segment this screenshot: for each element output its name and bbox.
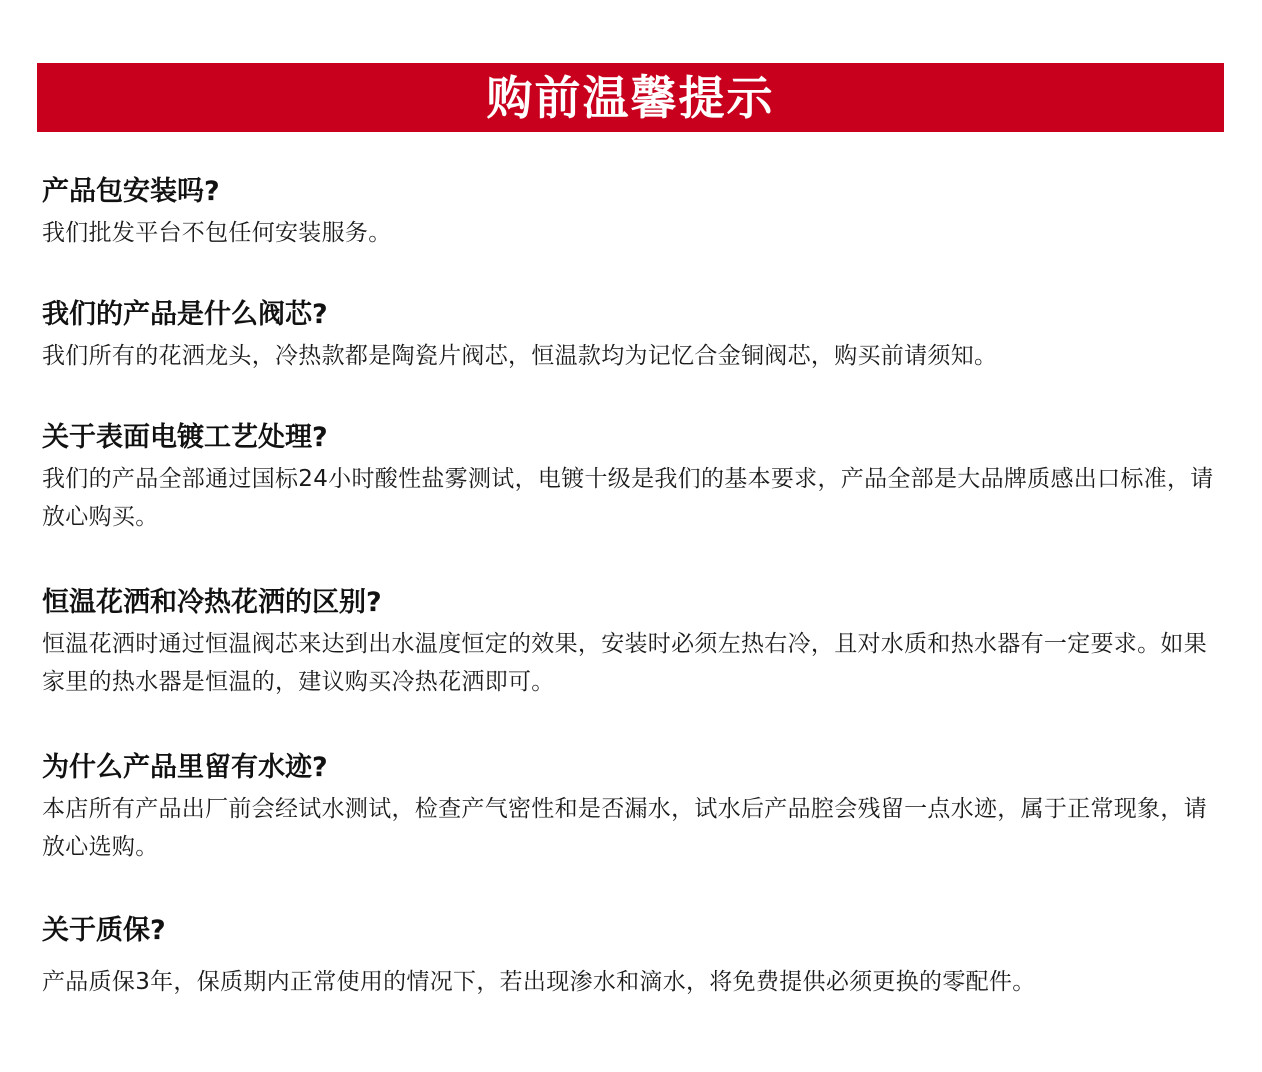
faq-item-plating: [42, 420, 1222, 536]
faq-answer: 本店所有产品出厂前会经试水测试，检查产气密性和是否漏水，试水后产品腔会残留一点水迹，属于正常现象，请放心选购。: [42, 796, 1207, 860]
faq-question: 产品包安装吗?: [42, 176, 220, 207]
faq-item-thermostatic-difference: [42, 585, 1222, 701]
faq-question: 关于表面电镀工艺处理?: [42, 422, 328, 453]
header-banner: [37, 63, 1224, 132]
faq-item-valve-core: [42, 297, 1222, 375]
faq-item-installation: [42, 174, 1222, 252]
faq-question: 关于质保?: [42, 915, 166, 946]
faq-item-warranty: [42, 913, 1222, 1001]
page-title: 购前温馨提示: [486, 70, 775, 125]
faq-answer: 产品质保3年，保质期内正常使用的情况下，若出现渗水和滴水，将免费提供必须更换的零配件。: [42, 969, 1036, 995]
faq-answer: 我们批发平台不包任何安装服务。: [42, 220, 392, 246]
faq-answer: 我们所有的花洒龙头，冷热款都是陶瓷片阀芯，恒温款均为记忆合金铜阀芯，购买前请须知。: [42, 343, 998, 369]
faq-question: 恒温花洒和冷热花洒的区别?: [42, 587, 382, 618]
faq-answer: 恒温花洒时通过恒温阀芯来达到出水温度恒定的效果，安装时必须左热右冷，且对水质和热水器有一定要求。如果家里的热水器是恒温的，建议购买冷热花洒即可。: [42, 631, 1207, 695]
faq-item-water-marks: [42, 750, 1222, 866]
faq-question: 我们的产品是什么阀芯?: [42, 299, 328, 330]
faq-question: 为什么产品里留有水迹?: [42, 752, 328, 783]
faq-answer: 我们的产品全部通过国标24小时酸性盐雾测试，电镀十级是我们的基本要求，产品全部是大品牌质感出口标准，请放心购买。: [42, 466, 1214, 530]
